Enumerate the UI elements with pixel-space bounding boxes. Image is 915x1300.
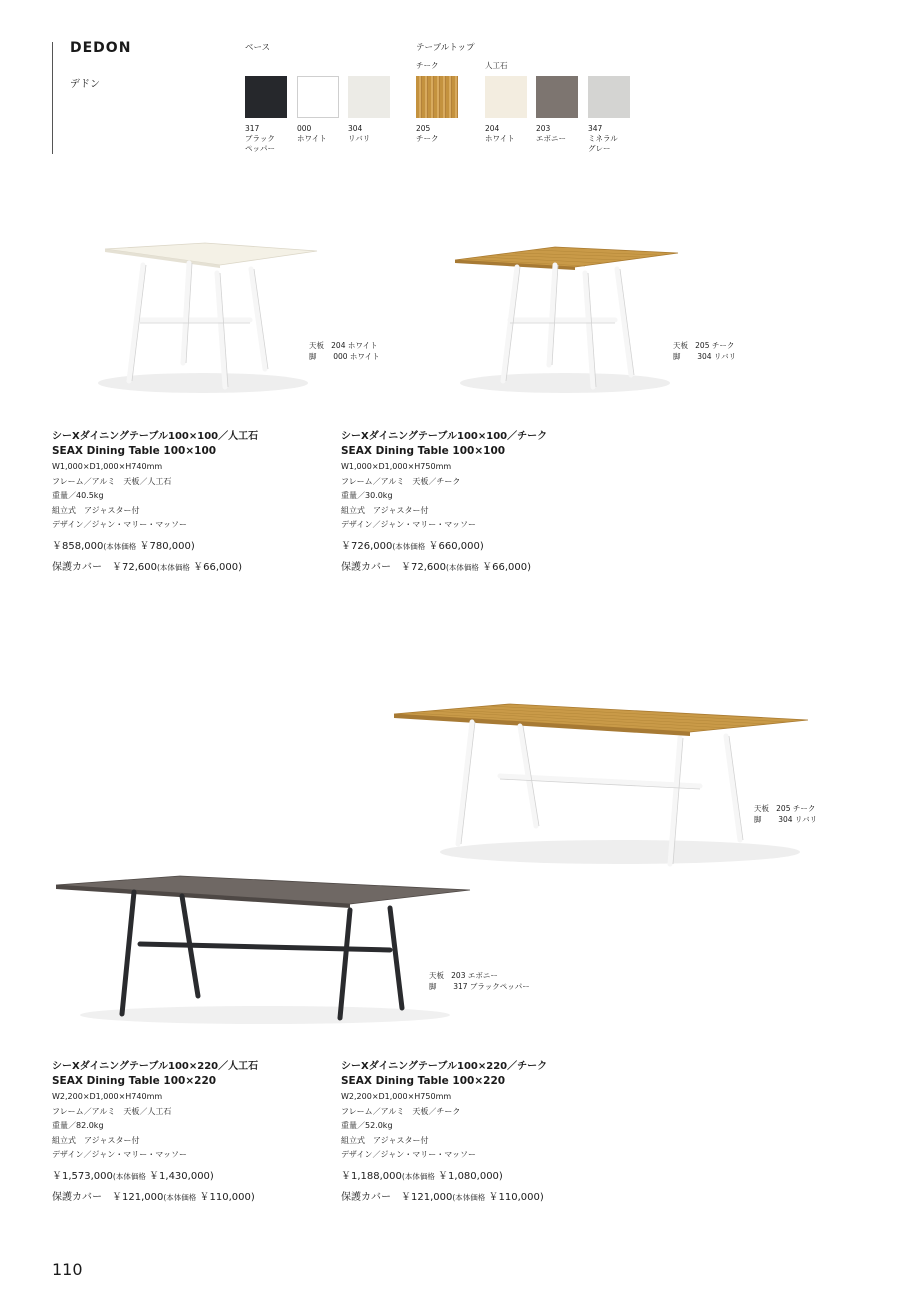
product-material: フレーム／アルミ 天板／チーク <box>341 1106 461 1116</box>
product-cover-price: 保護カバー ￥121,000(本体価格 ￥110,000) <box>52 1191 255 1203</box>
product-weight: 重量／30.0kg <box>341 491 393 501</box>
product-teak-100 <box>341 430 621 575</box>
swatch-label-317: 317 ブラック ペッパー <box>245 124 275 153</box>
product-name-ja: シーXダイニングテーブル100×220／チーク <box>341 1061 548 1072</box>
product-assembly: 組立式 アジャスター付 <box>341 505 429 515</box>
product-design: デザイン／ジャン・マリー・マッソー <box>341 520 476 530</box>
product-weight: 重量／40.5kg <box>52 491 104 501</box>
product-name-en: SEAX Dining Table 100×220 <box>52 1075 217 1087</box>
product-cover-price: 保護カバー ￥72,600(本体価格 ￥66,000) <box>341 561 532 573</box>
swatch-black-pepper <box>245 76 287 118</box>
swatch-label-205: 205 チーク <box>416 124 439 143</box>
product-design: デザイン／ジャン・マリー・マッソー <box>52 1150 187 1160</box>
table-image-teak-220 <box>390 700 810 870</box>
swatch-label-204: 204 ホワイト <box>485 124 515 143</box>
swatch-label-347: 347 ミネラル グレー <box>588 124 618 153</box>
product-material: フレーム／アルミ 天板／人工石 <box>52 1106 172 1116</box>
product-assembly: 組立式 アジャスター付 <box>52 1135 140 1145</box>
product-name-ja: シーXダイニングテーブル100×100／チーク <box>341 431 548 442</box>
table-image-teak-100 <box>445 235 685 400</box>
product-size: W2,200×D1,000×H740mm <box>52 1092 163 1101</box>
product-assembly: 組立式 アジャスター付 <box>341 1135 429 1145</box>
product-stone-100 <box>52 430 332 575</box>
tabletop-title: テーブルトップ <box>416 43 475 53</box>
product-design: デザイン／ジャン・マリー・マッソー <box>52 520 187 530</box>
product-material: フレーム／アルミ 天板／人工石 <box>52 476 172 486</box>
product-teak-220 <box>341 1060 621 1205</box>
stone-subtitle: 人工石 <box>485 61 508 70</box>
product-name-en: SEAX Dining Table 100×100 <box>341 445 506 457</box>
product-price: ￥858,000(本体価格 ￥780,000) <box>52 540 195 552</box>
swatch-ebony <box>536 76 578 118</box>
product-weight: 重量／52.0kg <box>341 1121 393 1131</box>
swatch-label-304: 304 リバリ <box>348 124 371 143</box>
product-name-en: SEAX Dining Table 100×220 <box>341 1075 506 1087</box>
product-size: W1,000×D1,000×H750mm <box>341 462 452 471</box>
swatch-stone-white <box>485 76 527 118</box>
brand-kana: デドン <box>70 79 100 90</box>
spec-note-4: 天板 203 エボニー 脚 317 ブラックペッパー <box>429 971 530 991</box>
product-weight: 重量／82.0kg <box>52 1121 104 1131</box>
brand-name: DEDON <box>70 40 132 56</box>
page-number: 110 <box>52 1260 83 1279</box>
product-stone-220 <box>52 1060 332 1205</box>
swatch-riviera <box>348 76 390 118</box>
swatch-label-203: 203 エボニー <box>536 124 566 143</box>
table-image-stone-100 <box>85 235 325 400</box>
product-name-en: SEAX Dining Table 100×100 <box>52 445 217 457</box>
product-price: ￥726,000(本体価格 ￥660,000) <box>341 540 484 552</box>
product-assembly: 組立式 アジャスター付 <box>52 505 140 515</box>
table-image-stone-220 <box>50 870 475 1025</box>
base-title: ベース <box>245 43 271 53</box>
spec-note-3: 天板 205 チーク 脚 304 リバリ <box>754 804 818 824</box>
swatch-label-000: 000 ホワイト <box>297 124 327 143</box>
swatch-mineral-grey <box>588 76 630 118</box>
product-material: フレーム／アルミ 天板／チーク <box>341 476 461 486</box>
product-cover-price: 保護カバー ￥121,000(本体価格 ￥110,000) <box>341 1191 544 1203</box>
swatch-white <box>297 76 339 118</box>
brand-rule <box>52 42 53 154</box>
product-size: W2,200×D1,000×H750mm <box>341 1092 452 1101</box>
product-price: ￥1,188,000(本体価格 ￥1,080,000) <box>341 1170 503 1182</box>
teak-subtitle: チーク <box>416 61 439 70</box>
product-design: デザイン／ジャン・マリー・マッソー <box>341 1150 476 1160</box>
swatch-teak <box>416 76 458 118</box>
product-name-ja: シーXダイニングテーブル100×220／人工石 <box>52 1061 259 1072</box>
product-cover-price: 保護カバー ￥72,600(本体価格 ￥66,000) <box>52 561 243 573</box>
product-name-ja: シーXダイニングテーブル100×100／人工石 <box>52 431 259 442</box>
spec-note-2: 天板 205 チーク 脚 304 リバリ <box>673 341 737 361</box>
product-size: W1,000×D1,000×H740mm <box>52 462 163 471</box>
product-price: ￥1,573,000(本体価格 ￥1,430,000) <box>52 1170 214 1182</box>
spec-note-1: 天板 204 ホワイト 脚 000 ホワイト <box>309 341 380 361</box>
